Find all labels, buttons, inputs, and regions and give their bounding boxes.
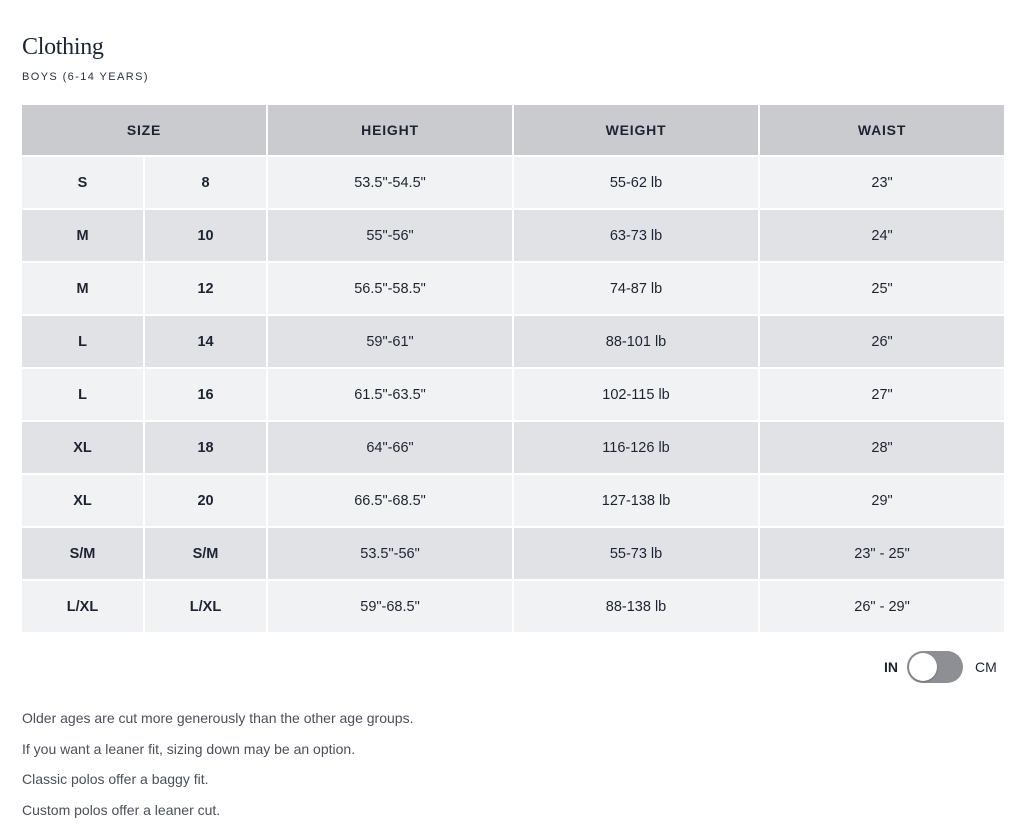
page-subtitle: BOYS (6-14 YEARS): [22, 71, 149, 83]
size-number-cell: S/M: [145, 528, 266, 579]
size-table: [20, 103, 1006, 634]
fit-note: If you want a leaner fit, sizing down may be an option.: [22, 740, 356, 757]
fit-notes: [22, 708, 413, 826]
weight-cell: 116-126 lb: [514, 422, 758, 473]
fit-note: Older ages are cut more generously than the other age groups.: [22, 710, 414, 726]
fit-note: Classic polos offer a baggy fit.: [22, 771, 209, 787]
waist-cell: 28": [760, 422, 1004, 473]
column-header-size: SIZE: [22, 105, 266, 155]
table-row: [22, 210, 1004, 261]
table-header-row: [22, 105, 1004, 155]
column-header-waist: WAIST: [760, 105, 1004, 155]
fit-note: Custom polos offer a leaner cut.: [22, 801, 221, 818]
waist-cell: 23": [760, 157, 1004, 208]
size-number-cell: 20: [145, 475, 266, 526]
size-letter-cell: L: [22, 316, 143, 367]
table-row: [22, 263, 1004, 314]
weight-cell: 55-62 lb: [514, 157, 758, 208]
waist-cell: 24": [760, 210, 1004, 261]
size-number-cell: 14: [145, 316, 266, 367]
waist-cell: 26": [760, 316, 1004, 367]
size-number-cell: L/XL: [145, 581, 266, 632]
unit-label-cm[interactable]: CM: [975, 659, 997, 675]
height-cell: 55"-56": [268, 210, 512, 261]
weight-cell: 55-73 lb: [514, 528, 758, 579]
size-letter-cell: S: [22, 157, 143, 208]
waist-cell: 25": [760, 263, 1004, 314]
size-number-cell: 10: [145, 210, 266, 261]
page-title: Clothing: [22, 34, 104, 60]
size-number-cell: 18: [145, 422, 266, 473]
size-letter-cell: XL: [22, 422, 143, 473]
size-number-cell: 12: [145, 263, 266, 314]
size-letter-cell: L/XL: [22, 581, 143, 632]
size-letter-cell: M: [22, 263, 143, 314]
height-cell: 59"-68.5": [268, 581, 512, 632]
waist-cell: 29": [760, 475, 1004, 526]
table-row: [22, 316, 1004, 367]
waist-cell: 27": [760, 369, 1004, 420]
table-row: [22, 369, 1004, 420]
column-header-height: HEIGHT: [268, 105, 512, 155]
height-cell: 59"-61": [268, 316, 512, 367]
size-letter-cell: S/M: [22, 528, 143, 579]
weight-cell: 88-101 lb: [514, 316, 758, 367]
unit-switch[interactable]: [907, 651, 963, 683]
waist-cell: 26" - 29": [760, 581, 1004, 632]
weight-cell: 127-138 lb: [514, 475, 758, 526]
table-row: [22, 475, 1004, 526]
height-cell: 53.5"-56": [268, 528, 512, 579]
unit-toggle: [884, 650, 997, 684]
height-cell: 56.5"-58.5": [268, 263, 512, 314]
size-letter-cell: M: [22, 210, 143, 261]
height-cell: 53.5"-54.5": [268, 157, 512, 208]
weight-cell: 63-73 lb: [514, 210, 758, 261]
size-number-cell: 8: [145, 157, 266, 208]
unit-label-in[interactable]: IN: [884, 659, 898, 675]
waist-cell: 23" - 25": [760, 528, 1004, 579]
height-cell: 64"-66": [268, 422, 512, 473]
table-row: [22, 581, 1004, 632]
switch-knob: [909, 653, 937, 681]
weight-cell: 88-138 lb: [514, 581, 758, 632]
table-row: [22, 528, 1004, 579]
size-letter-cell: XL: [22, 475, 143, 526]
table-row: [22, 157, 1004, 208]
height-cell: 61.5"-63.5": [268, 369, 512, 420]
column-header-weight: WEIGHT: [514, 105, 758, 155]
size-number-cell: 16: [145, 369, 266, 420]
weight-cell: 102-115 lb: [514, 369, 758, 420]
height-cell: 66.5"-68.5": [268, 475, 512, 526]
table-row: [22, 422, 1004, 473]
weight-cell: 74-87 lb: [514, 263, 758, 314]
size-letter-cell: L: [22, 369, 143, 420]
